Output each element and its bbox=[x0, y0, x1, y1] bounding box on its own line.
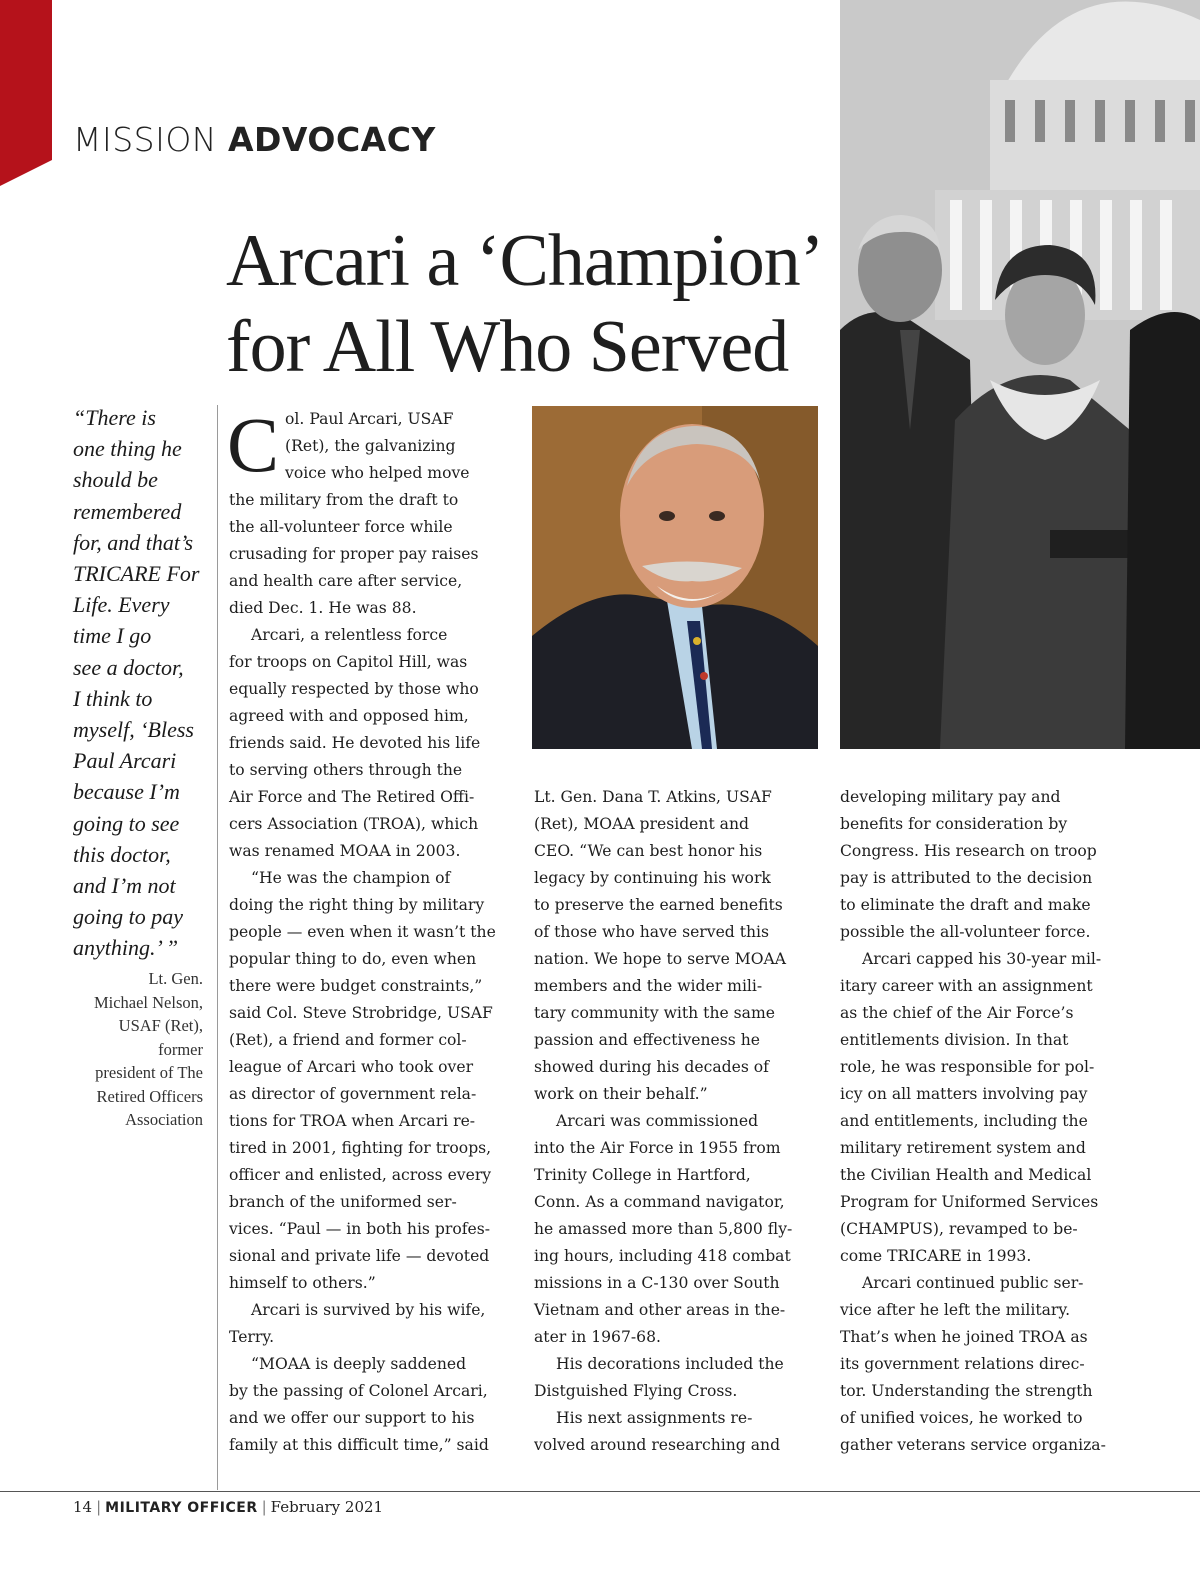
text-line: (CHAMPUS), revamped to be- bbox=[840, 1220, 1078, 1238]
text-line: (Ret), MOAA president and bbox=[534, 815, 750, 833]
text-line: His decorations included the bbox=[556, 1355, 784, 1373]
text-line: and health care after service, bbox=[229, 572, 463, 590]
attribution-line: Retired Officers bbox=[96, 1086, 203, 1106]
text-line: members and the wider mili- bbox=[534, 977, 763, 995]
text-line: sional and private life — devoted bbox=[229, 1247, 490, 1265]
text-line: Arcari continued public ser- bbox=[862, 1274, 1084, 1292]
text-line: role, he was responsible for pol- bbox=[840, 1058, 1095, 1076]
text-line: he amassed more than 5,800 fly- bbox=[534, 1220, 793, 1238]
text-line: and entitlements, including the bbox=[840, 1112, 1088, 1130]
text-line: people — even when it wasn’t the bbox=[229, 923, 496, 941]
pull-quote-line: see a doctor, bbox=[73, 654, 184, 680]
text-line: Program for Uniformed Services bbox=[840, 1193, 1099, 1211]
capitol-group-photo bbox=[840, 0, 1200, 749]
footer-separator: | bbox=[261, 1498, 267, 1516]
paragraph bbox=[229, 784, 519, 865]
attribution-line: former bbox=[158, 1039, 203, 1059]
text-line: tor. Understanding the strength bbox=[840, 1382, 1093, 1400]
text-line: His next assignments re- bbox=[556, 1409, 753, 1427]
text-line: itary career with an assignment bbox=[840, 977, 1093, 995]
text-line: developing military pay and bbox=[840, 788, 1061, 806]
text-line: doing the right thing by military bbox=[229, 896, 485, 914]
text-line: for troops on Capitol Hill, was bbox=[229, 653, 468, 671]
paragraph bbox=[840, 946, 1130, 1270]
text-line: Arcari is survived by his wife, bbox=[251, 1301, 486, 1319]
text-line: by the passing of Colonel Arcari, bbox=[229, 1382, 488, 1400]
pull-quote-line: one thing he bbox=[73, 436, 182, 462]
attribution-line: president of The bbox=[95, 1063, 203, 1082]
text-line: passion and effectiveness he bbox=[534, 1031, 761, 1049]
pull-quote-line: remembered bbox=[73, 498, 182, 524]
attribution-line: USAF (Ret), bbox=[118, 1016, 203, 1035]
text-line: Congress. His research on troop bbox=[840, 842, 1097, 860]
article-column-3 bbox=[840, 784, 1130, 1459]
article-column-1-bottom bbox=[229, 784, 519, 1459]
text-line: into the Air Force in 1955 from bbox=[534, 1139, 781, 1157]
pull-quote-line: I think to bbox=[73, 685, 153, 711]
page-number: 14 bbox=[73, 1498, 93, 1516]
text-line: volved around researching and bbox=[534, 1436, 781, 1454]
attribution-line: Lt. Gen. bbox=[148, 969, 203, 988]
text-line: “MOAA is deeply saddened bbox=[251, 1355, 467, 1373]
text-line: to serving others through the bbox=[229, 761, 463, 779]
text-line: and we offer our support to his bbox=[229, 1409, 475, 1427]
section-kicker bbox=[73, 118, 436, 162]
paragraph bbox=[840, 1270, 1130, 1459]
pull-quote-line: and I’m not bbox=[73, 873, 176, 899]
kicker-bold: ADVOCACY bbox=[228, 120, 436, 159]
pull-quote-line: should be bbox=[73, 467, 158, 493]
text-line: ater in 1967-68. bbox=[534, 1328, 661, 1346]
text-line: equally respected by those who bbox=[229, 680, 479, 698]
article-column-1-top bbox=[227, 401, 519, 784]
paragraph bbox=[229, 622, 519, 784]
article-column-2 bbox=[534, 784, 816, 1459]
text-line: officer and enlisted, across every bbox=[229, 1166, 492, 1184]
pull-quote-line: time I go bbox=[73, 623, 152, 649]
paragraph bbox=[534, 1405, 816, 1459]
pull-quote-line: this doctor, bbox=[73, 841, 171, 867]
headline-line: for All Who Served bbox=[226, 306, 789, 388]
paragraph bbox=[534, 784, 816, 1108]
text-line: come TRICARE in 1993. bbox=[840, 1247, 1032, 1265]
paragraph bbox=[534, 1108, 816, 1351]
paragraph bbox=[840, 784, 1130, 946]
text-line: popular thing to do, even when bbox=[229, 950, 477, 968]
text-line: branch of the uniformed ser- bbox=[229, 1193, 457, 1211]
text-line: (Ret), the galvanizing bbox=[285, 437, 456, 455]
text-line: as the chief of the Air Force’s bbox=[840, 1004, 1074, 1022]
text-line: was renamed MOAA in 2003. bbox=[229, 842, 461, 860]
text-line: ol. Paul Arcari, USAF bbox=[285, 410, 454, 428]
text-line: (Ret), a friend and former col- bbox=[229, 1031, 467, 1049]
text-line: legacy by continuing his work bbox=[534, 869, 771, 887]
text-line: pay is attributed to the decision bbox=[840, 869, 1093, 887]
text-line: showed during his decades of bbox=[534, 1058, 769, 1076]
text-line: CEO. “We can best honor his bbox=[534, 842, 763, 860]
pull-quote-line: myself, ‘Bless bbox=[73, 717, 194, 743]
issue-date: February 2021 bbox=[270, 1498, 384, 1516]
text-line: work on their behalf.” bbox=[534, 1085, 708, 1103]
text-line: gather veterans service organiza- bbox=[840, 1436, 1106, 1454]
text-line: Trinity College in Hartford, bbox=[534, 1166, 751, 1184]
paragraph bbox=[229, 1297, 519, 1351]
text-line: to preserve the earned benefits bbox=[534, 896, 783, 914]
pull-quote-line: because I’m bbox=[73, 779, 180, 805]
text-line: league of Arcari who took over bbox=[229, 1058, 474, 1076]
text-line: the military from the draft to bbox=[229, 491, 459, 509]
text-line: benefits for consideration by bbox=[840, 815, 1068, 833]
text-line: Terry. bbox=[229, 1328, 275, 1346]
text-line: Arcari, a relentless force bbox=[251, 626, 448, 644]
pull-quote-line: for, and that’s bbox=[73, 529, 194, 555]
headline-line: Arcari a ‘Champion’ bbox=[226, 220, 824, 302]
text-line: tions for TROA when Arcari re- bbox=[229, 1112, 476, 1130]
text-line: Arcari capped his 30-year mil- bbox=[862, 950, 1102, 968]
magazine-name: MILITARY OFFICER bbox=[105, 1500, 258, 1516]
text-line: ing hours, including 418 combat bbox=[534, 1247, 791, 1265]
text-line: of those who have served this bbox=[534, 923, 770, 941]
text-line: Arcari was commissioned bbox=[556, 1112, 759, 1130]
pull-quote-line: Life. Every bbox=[73, 592, 170, 618]
text-line: entitlements division. In that bbox=[840, 1031, 1069, 1049]
pull-quote bbox=[73, 402, 213, 964]
text-line: himself to others.” bbox=[229, 1274, 376, 1292]
attribution-line: Association bbox=[125, 1110, 203, 1129]
headline bbox=[226, 218, 836, 390]
text-line: as director of government rela- bbox=[229, 1085, 477, 1103]
text-line: Conn. As a command navigator, bbox=[534, 1193, 785, 1211]
text-line: family at this difficult time,” said bbox=[229, 1436, 489, 1454]
pull-quote-line: TRICARE For bbox=[73, 561, 200, 587]
text-line: missions in a C-130 over South bbox=[534, 1274, 780, 1292]
pull-quote-line: going to pay bbox=[73, 904, 183, 930]
text-line: Distguished Flying Cross. bbox=[534, 1382, 738, 1400]
pull-quote-line: “There is bbox=[73, 405, 156, 430]
text-line: nation. We hope to serve MOAA bbox=[534, 950, 787, 968]
text-line: its government relations direc- bbox=[840, 1355, 1085, 1373]
text-line: of unified voices, he worked to bbox=[840, 1409, 1083, 1427]
footer-rule bbox=[0, 1491, 1200, 1492]
drop-cap: C bbox=[227, 401, 280, 488]
text-line: there were budget constraints,” bbox=[229, 977, 483, 995]
attribution-line: Michael Nelson, bbox=[93, 992, 203, 1012]
paragraph bbox=[229, 865, 519, 1297]
text-line: Vietnam and other areas in the- bbox=[534, 1301, 786, 1319]
footer-separator: | bbox=[96, 1498, 102, 1516]
pull-quote-line: anything.’ ” bbox=[73, 935, 179, 961]
page-footer bbox=[73, 1497, 383, 1518]
text-line: voice who helped move bbox=[285, 464, 470, 482]
text-line: friends said. He devoted his life bbox=[229, 734, 481, 752]
portrait-illustration bbox=[532, 406, 818, 749]
pull-quote-attribution bbox=[60, 967, 203, 1132]
capitol-illustration bbox=[840, 0, 1200, 749]
text-line: crusading for proper pay raises bbox=[229, 545, 479, 563]
pull-quote-line: going to see bbox=[73, 810, 180, 836]
pull-quote-line: Paul Arcari bbox=[73, 748, 177, 774]
text-line: “He was the champion of bbox=[251, 869, 451, 887]
text-line: died Dec. 1. He was 88. bbox=[229, 599, 417, 617]
text-line: Air Force and The Retired Offi- bbox=[229, 788, 475, 806]
text-line: tired in 2001, fighting for troops, bbox=[229, 1139, 492, 1157]
text-line: military retirement system and bbox=[840, 1139, 1086, 1157]
text-line: vice after he left the military. bbox=[840, 1301, 1071, 1319]
text-line: agreed with and opposed him, bbox=[229, 707, 469, 725]
text-line: Lt. Gen. Dana T. Atkins, USAF bbox=[534, 788, 772, 806]
paragraph bbox=[534, 1351, 816, 1405]
section-color-tab bbox=[0, 0, 52, 186]
text-line: That’s when he joined TROA as bbox=[840, 1328, 1088, 1346]
kicker-light: MISSION bbox=[73, 120, 217, 159]
text-line: possible the all-volunteer force. bbox=[840, 923, 1091, 941]
portrait-photo bbox=[532, 406, 818, 749]
text-line: the Civilian Health and Medical bbox=[840, 1166, 1092, 1184]
text-line: said Col. Steve Strobridge, USAF bbox=[229, 1004, 493, 1022]
text-line: cers Association (TROA), which bbox=[229, 815, 479, 833]
text-line: the all-volunteer force while bbox=[229, 518, 453, 536]
text-line: tary community with the same bbox=[534, 1004, 775, 1022]
paragraph bbox=[229, 1351, 519, 1459]
text-line: icy on all matters involving pay bbox=[840, 1085, 1088, 1103]
column-divider bbox=[217, 405, 218, 1490]
text-line: vices. “Paul — in both his profes- bbox=[229, 1220, 490, 1238]
text-line: to eliminate the draft and make bbox=[840, 896, 1091, 914]
